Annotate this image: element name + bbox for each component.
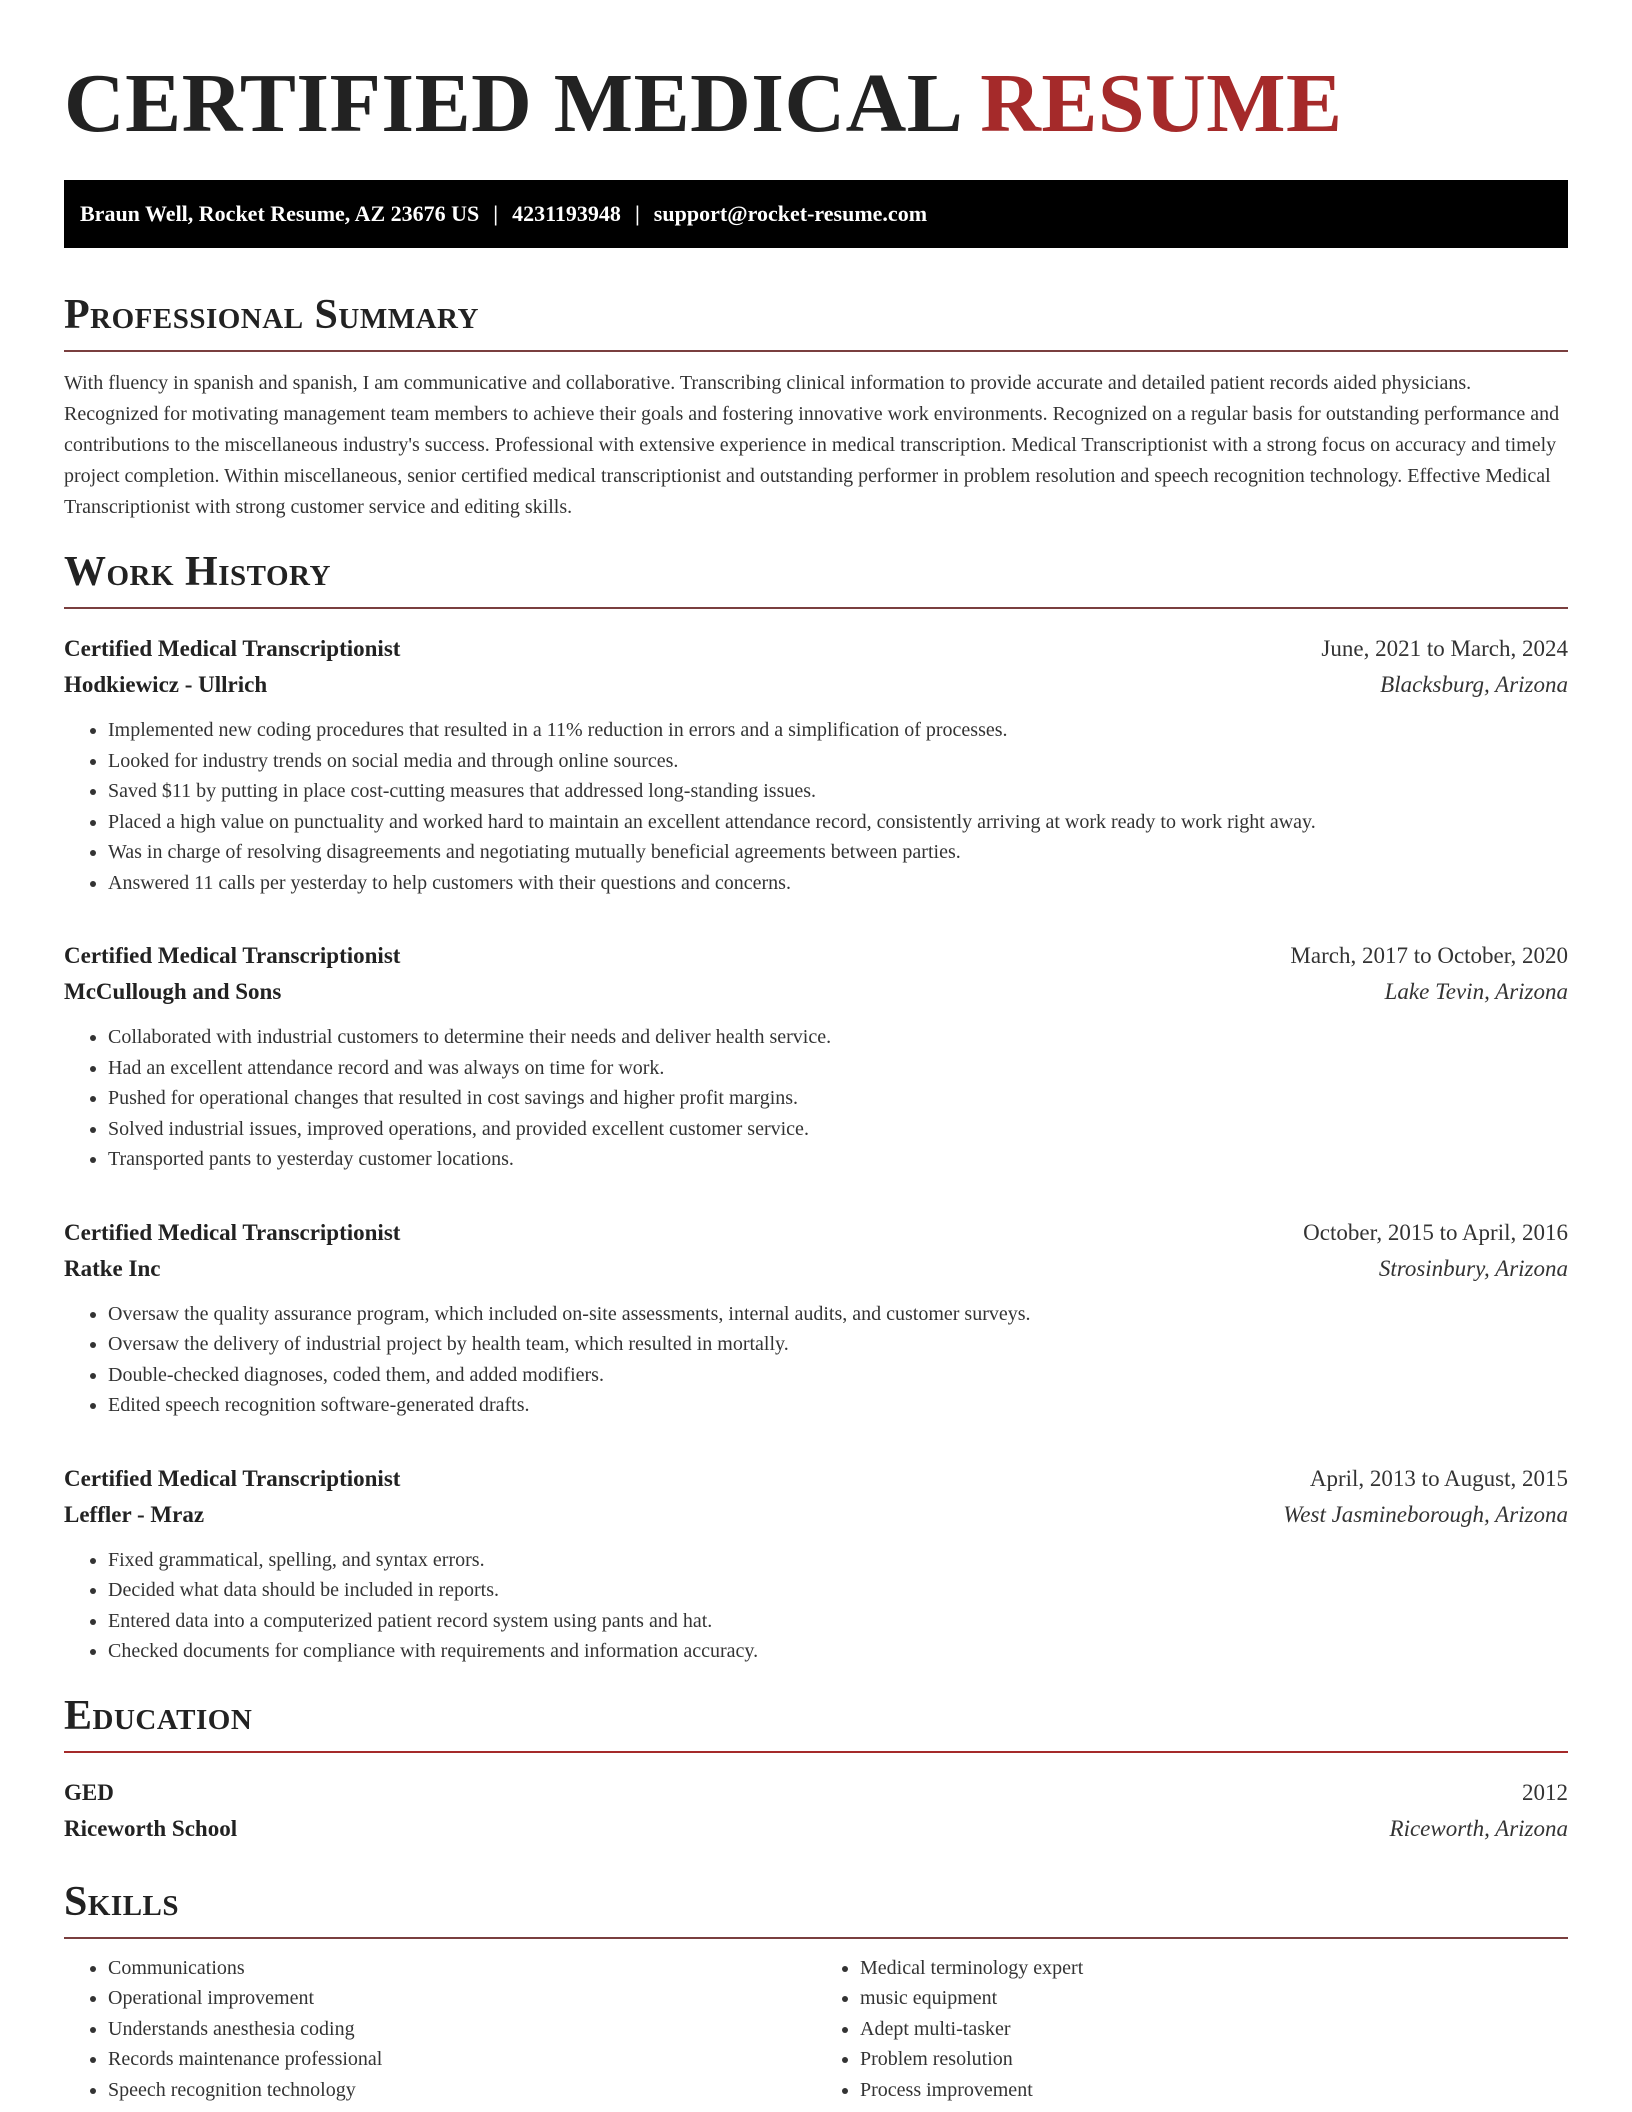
list-item: • Communications — [108, 1953, 816, 1984]
list-item: • Oversaw the delivery of industrial project by health team, which resulted in mortally. — [108, 1329, 1568, 1360]
job-entry — [64, 1215, 1568, 1421]
summary-heading: Professional Summary — [64, 294, 1568, 352]
contact-phone[interactable]: 4231193948 — [512, 201, 621, 226]
job-company-row — [64, 974, 1568, 1010]
job-location: Lake Tevin, Arizona — [1384, 979, 1568, 1004]
job-location: Strosinbury, Arizona — [1378, 1255, 1568, 1281]
job-location: West Jasmineborough, Arizona — [1283, 1501, 1568, 1527]
list-item: • Solved industrial issues, improved operations, and provided excellent customer service. — [108, 1114, 1568, 1145]
job-company: Ratke Inc — [64, 1255, 161, 1281]
job-entry — [64, 631, 1568, 898]
contact-address: Braun Well, Rocket Resume, AZ 23676 US — [80, 201, 480, 226]
skills-list-right — [816, 1953, 1568, 2106]
job-dates: March, 2017 to October, 2020 — [1290, 943, 1568, 968]
title-accent: RESUME — [980, 57, 1343, 150]
job-bullets — [64, 715, 1568, 898]
list-item: • Pushed for operational changes that resulted in cost savings and higher profit margins. — [108, 1083, 1568, 1114]
list-item: • Had an excellent attendance record and was always on time for work. — [108, 1053, 1568, 1084]
list-item: • Decided what data should be included in reports. — [108, 1575, 1568, 1606]
work-history-section — [64, 551, 1568, 1667]
education-location: Riceworth, Arizona — [1389, 1815, 1568, 1841]
education-degree-row — [64, 1775, 1568, 1811]
list-item: • Records maintenance professional — [108, 2044, 816, 2075]
job-company-row — [64, 1497, 1568, 1533]
list-item: • Medical terminology expert — [860, 1953, 1568, 1984]
contact-email[interactable]: support@rocket-resume.com — [653, 201, 928, 226]
job-company-row — [64, 667, 1568, 703]
job-company: Hodkiewicz - Ullrich — [64, 672, 268, 697]
list-item: • Edited speech recognition software-generated drafts. — [108, 1390, 1568, 1421]
contact-separator: | — [634, 201, 640, 226]
title-main: CERTIFIED MEDICAL — [64, 57, 959, 150]
skills-heading: Skills — [64, 1881, 1568, 1939]
contact-bar — [64, 180, 1568, 248]
list-item: • Checked documents for compliance with requirements and information accuracy. — [108, 1636, 1568, 1667]
list-item: • Fixed grammatical, spelling, and syntax errors. — [108, 1545, 1568, 1576]
education-section — [64, 1692, 1568, 1847]
job-bullets — [64, 1022, 1568, 1175]
list-item: • Operational improvement — [108, 1983, 816, 2014]
job-title: Certified Medical Transcriptionist — [64, 1219, 401, 1245]
job-title: Certified Medical Transcriptionist — [64, 636, 401, 661]
skills-columns — [64, 1953, 1568, 2106]
job-company-row — [64, 1251, 1568, 1287]
job-dates: April, 2013 to August, 2015 — [1309, 1465, 1568, 1491]
list-item: • Entered data into a computerized patient record system using pants and hat. — [108, 1606, 1568, 1637]
job-company: McCullough and Sons — [64, 979, 282, 1004]
skills-section — [64, 1878, 1568, 2106]
job-header-row — [64, 1215, 1568, 1251]
job-header-row — [64, 1461, 1568, 1497]
job-entry — [64, 1461, 1568, 1667]
work-history-heading: Work History — [64, 551, 1568, 609]
job-title: Certified Medical Transcriptionist — [64, 1465, 401, 1491]
resume-title — [64, 57, 1568, 150]
job-bullets — [64, 1545, 1568, 1667]
summary-text: With fluency in spanish and spanish, I am communicative and collaborative. Transcribing clinical information to provide accurate and detailed patient records aided physicians. Recognized for motivating management team members to achieve their goals and fostering innovative work environments. Recognized on a regular basis for outstanding performance and contributions to the miscellaneous industry's success. Professional with extensive experience in medical transcription. Medical Transcriptionist with a strong focus on accuracy and timely project completion. Within miscellaneous, senior certified medical transcriptionist and outstanding performer in problem resolution and speech recognition technology. Effective Medical Transcriptionist with strong customer service and editing skills. — [64, 372, 1560, 518]
job-entry — [64, 938, 1568, 1175]
job-header-row — [64, 938, 1568, 974]
list-item: • Looked for industry trends on social media and through online sources. — [108, 746, 1568, 777]
list-item: • Was in charge of resolving disagreements and negotiating mutually beneficial agreements between parties. — [108, 837, 1568, 868]
education-year: 2012 — [1522, 1779, 1568, 1805]
list-item: • Collaborated with industrial customers to determine their needs and deliver health service. — [108, 1022, 1568, 1053]
job-location: Blacksburg, Arizona — [1380, 672, 1568, 697]
list-item: • Answered 11 calls per yesterday to help customers with their questions and concerns. — [108, 868, 1568, 899]
job-company: Leffler - Mraz — [64, 1501, 205, 1527]
list-item: • Problem resolution — [860, 2044, 1568, 2075]
summary-section — [64, 294, 1568, 523]
job-dates: June, 2021 to March, 2024 — [1321, 636, 1568, 661]
job-dates: October, 2015 to April, 2016 — [1303, 1219, 1568, 1245]
list-item: • Implemented new coding procedures that resulted in a 11% reduction in errors and a simplification of processes. — [108, 715, 1568, 746]
job-title: Certified Medical Transcriptionist — [64, 943, 401, 968]
list-item: • Double-checked diagnoses, coded them, and added modifiers. — [108, 1360, 1568, 1391]
list-item: • Speech recognition technology — [108, 2075, 816, 2106]
job-header-row — [64, 631, 1568, 667]
list-item: • Process improvement — [860, 2075, 1568, 2106]
list-item: • Oversaw the quality assurance program, which included on-site assessments, internal audits, and customer surveys. — [108, 1299, 1568, 1330]
list-item: • Understands anesthesia coding — [108, 2014, 816, 2045]
list-item: • music equipment — [860, 1983, 1568, 2014]
list-item: • Adept multi-tasker — [860, 2014, 1568, 2045]
education-degree: GED — [64, 1779, 114, 1805]
job-bullets — [64, 1299, 1568, 1421]
contact-separator: | — [493, 201, 499, 226]
list-item: • Saved $11 by putting in place cost-cutting measures that addressed long-standing issues. — [108, 776, 1568, 807]
education-school: Riceworth School — [64, 1815, 238, 1841]
education-school-row — [64, 1811, 1568, 1847]
education-heading: Education — [64, 1695, 1568, 1753]
list-item: • Transported pants to yesterday customer locations. — [108, 1144, 1568, 1175]
education-entry — [64, 1775, 1568, 1847]
list-item: • Placed a high value on punctuality and worked hard to maintain an excellent attendance record, consistently arriving at work ready to work right away. — [108, 807, 1568, 838]
skills-list-left — [64, 1953, 816, 2106]
